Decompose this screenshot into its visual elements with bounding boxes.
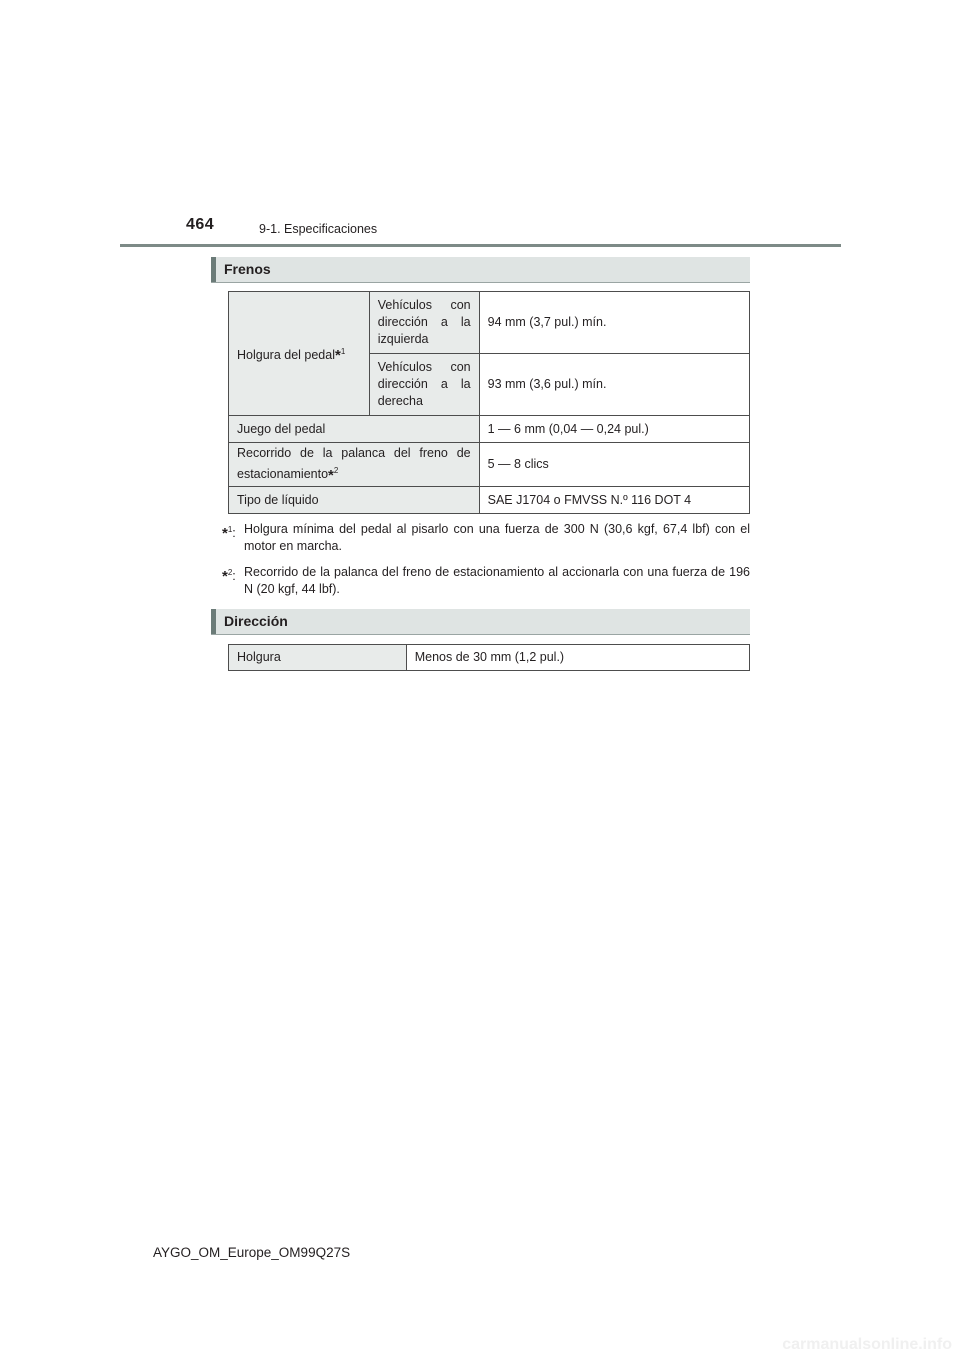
footnote-text: Holgura mínima del pedal al pisarlo con una fuerza de 300 N (30,6 kgf, 67,4 lbf) con el motor en marcha. [244,522,750,553]
pedal-play-label-cell [229,292,370,416]
parking-value: 5 — 8 clics [479,443,749,487]
fluid-value: SAE J1704 o FMVSS N.º 116 DOT 4 [479,487,749,514]
footnote-number: 2 [227,568,233,577]
table-row [229,645,750,671]
steering-play-value: Menos de 30 mm (1,2 pul.) [406,645,749,671]
rhd-label-cell [369,354,479,416]
rhd-label-line: Vehículos con [377,360,471,374]
lhd-label-line: Vehículos con [377,298,471,312]
footnote-mark: * [335,347,341,365]
fluid-label: Tipo de líquido [229,487,480,514]
header-rule [120,244,841,247]
steering-table [228,644,750,671]
steering-play-label: Holgura [229,645,407,671]
lhd-label-line: izquierda [377,332,429,346]
rhd-value: 93 mm (3,6 pul.) mín. [479,354,749,416]
footnote-text: Recorrido de la palanca del freno de estacionamiento al accionarla con una fuerza de 196 N (20 kgf, 44 lbf). [244,565,750,596]
parking-label-line: Recorrido de la palanca del freno de [237,446,471,461]
footnote-ref: 2 [333,466,339,476]
footnote-mark: * [222,525,228,543]
steering-section-heading [211,609,750,635]
free-play-label: Juego del pedal [229,416,480,443]
parking-label-line: estacionamiento [237,467,329,482]
parking-label-cell [229,443,480,487]
rhd-label-line: dirección a la [377,377,471,391]
lhd-label-line: dirección a la [377,315,471,329]
heading-accent-bar [211,609,216,634]
footnote-1: *$^1$: Holgura mínima del pedal al pisarlo con una fuerza de 300 N (30,6 kgf, 67,4 lbf) con el motor en marcha. [222,522,750,553]
table-row [229,443,750,487]
footnote-mark: * [328,466,334,484]
pedal-play-label: Holgura del pedal [237,348,335,363]
document-id: AYGO_OM_Europe_OM99Q27S [153,1245,351,1260]
brakes-table [228,291,750,514]
footnote-ref: 1 [340,346,346,356]
footnote-number: 1 [227,525,233,534]
page-number: 464 [186,216,215,233]
steering-heading-text: Dirección [224,613,288,629]
free-play-value: 1 — 6 mm (0,04 — 0,24 pul.) [479,416,749,443]
table-row [229,416,750,443]
footnote-mark: * [222,568,228,586]
watermark-text: carmanualsonline.info [782,1336,952,1353]
section-title: 9-1. Especificaciones [259,222,378,236]
lhd-label-cell [369,292,479,354]
lhd-value: 94 mm (3,7 pul.) mín. [479,292,749,354]
brakes-section-heading [211,257,750,283]
footnote-2: *$^2$: Recorrido de la palanca del freno de estacionamiento al accionarla con una fuerza de 196 N (20 kgf, 44 lbf). [222,565,750,596]
table-row [229,487,750,514]
rhd-label-line: derecha [377,394,423,408]
brakes-heading-text: Frenos [224,261,271,277]
heading-accent-bar [211,257,216,282]
table-row [229,292,750,354]
